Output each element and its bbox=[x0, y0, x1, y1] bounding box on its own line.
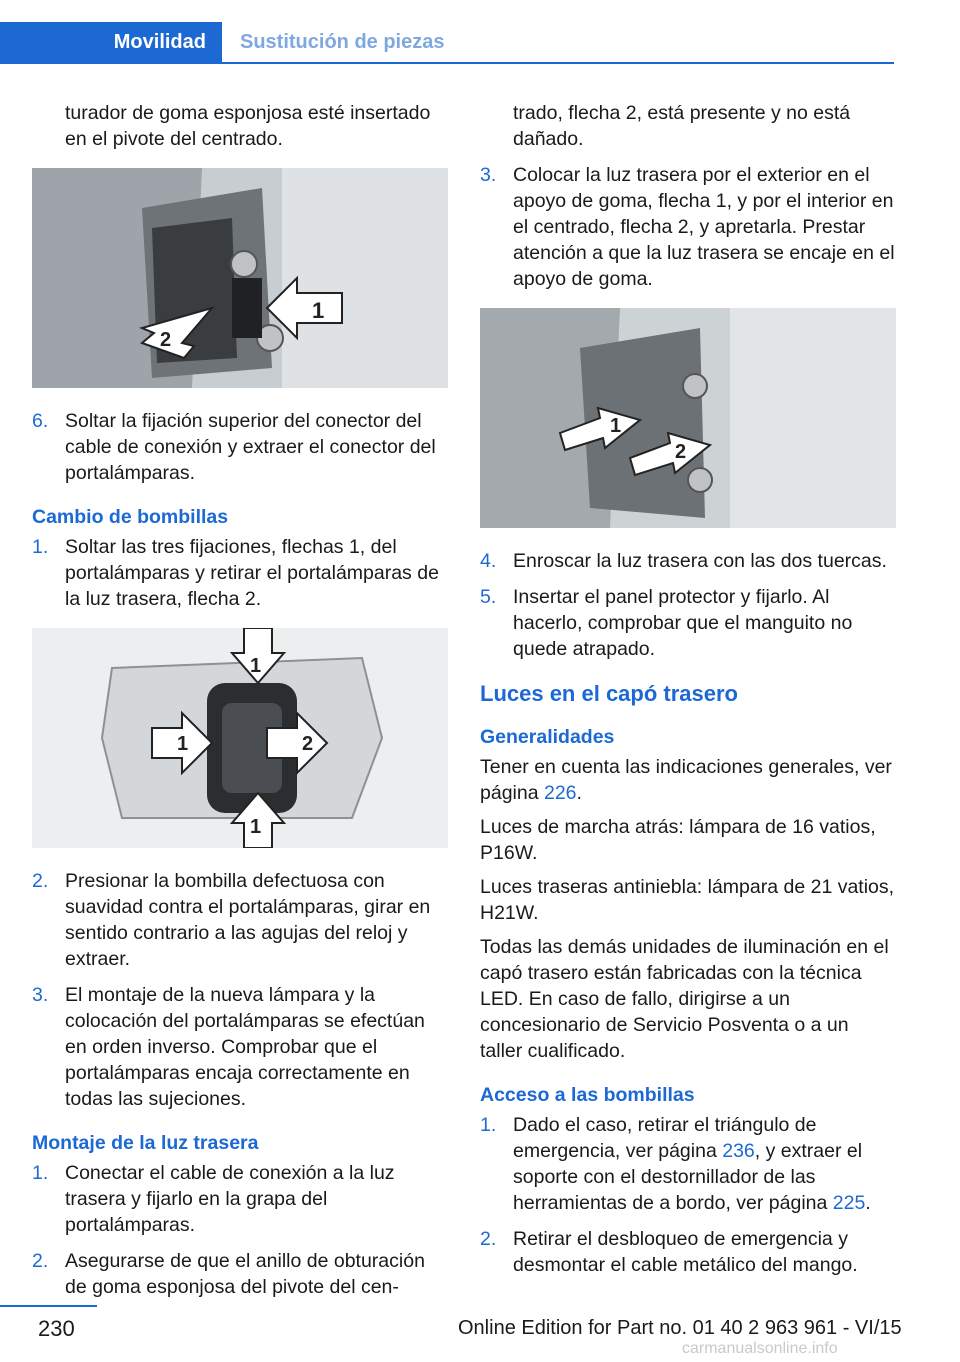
acceso-step-1 bbox=[480, 1112, 896, 1216]
montaje-step-2-text: Asegurarse de que el anillo de obturación de goma esponjosa del pivote del cen- bbox=[65, 1250, 425, 1298]
acceso-step-1-number: 1. bbox=[480, 1114, 497, 1136]
tab-movilidad[interactable] bbox=[0, 22, 222, 62]
right-column bbox=[480, 100, 896, 1288]
figure-bulb-holder bbox=[32, 628, 448, 848]
cambio-step-2-text: Presionar la bombilla defectuosa con suavidad contra el portalámparas, girar en sentido contrario a las agujas del reloj y extraer. bbox=[65, 870, 431, 970]
cambio-step-2-number: 2. bbox=[32, 870, 49, 892]
figure-taillight-mount bbox=[32, 168, 448, 388]
montaje-step-5 bbox=[480, 584, 896, 662]
step-6 bbox=[32, 408, 448, 486]
fig1-label-2: 2 bbox=[160, 329, 172, 351]
montaje-step-3-number: 3. bbox=[480, 164, 497, 186]
fig3-label-2: 2 bbox=[675, 441, 687, 463]
acceso-step-2-text: Retirar el desbloqueo de emergencia y desmontar el cable metálico del mango. bbox=[513, 1228, 858, 1276]
cambio-step-2 bbox=[32, 868, 448, 972]
heading-montaje: Montaje de la luz trasera bbox=[32, 1132, 259, 1154]
acceso-step-1-a: Dado el caso, retirar el triángulo de emergencia, ver página bbox=[513, 1114, 817, 1162]
heading-generalidades: Generalidades bbox=[480, 726, 615, 748]
montaje-step-4-text: Enroscar la luz trasera con las dos tuercas. bbox=[513, 550, 887, 572]
heading-acceso-bombillas: Acceso a las bombillas bbox=[480, 1084, 695, 1106]
acceso-step-1-b: , y extraer el soporte con el destornillador de las herramientas de a bordo, ver página bbox=[513, 1140, 863, 1214]
montaje-step-3 bbox=[480, 162, 896, 292]
continued-text: trado, flecha 2, está presente y no está dañado. bbox=[513, 102, 851, 150]
cambio-step-3-number: 3. bbox=[32, 984, 49, 1006]
montaje-step-5-number: 5. bbox=[480, 586, 497, 608]
page-number: 230 bbox=[38, 1316, 75, 1341]
fig2-label-top: 1 bbox=[250, 655, 262, 677]
montaje-step-2-number: 2. bbox=[32, 1250, 49, 1272]
tab-movilidad-label: Movilidad bbox=[113, 30, 206, 53]
cambio-step-1-text: Soltar las tres fijaciones, flechas 1, del portalámparas y retirar el portalámparas de la luz trasera, flecha 2. bbox=[65, 536, 439, 610]
fig2-label-right: 2 bbox=[302, 733, 314, 755]
fig2-label-left: 1 bbox=[177, 733, 189, 755]
antiniebla-text: Luces traseras antiniebla: lámpara de 21 vatios, H21W. bbox=[480, 876, 895, 924]
led-text: Todas las demás unidades de iluminación en el capó trasero están fabricadas con la técnica LED. En caso de fallo, dirigirse a un concesionario de Servicio Posventa o a un taller cualificado. bbox=[480, 936, 889, 1062]
general-text bbox=[480, 754, 896, 806]
cambio-step-3 bbox=[32, 982, 448, 1112]
montaje-step-1 bbox=[32, 1160, 448, 1238]
watermark: carmanualsonline.info bbox=[682, 1340, 838, 1357]
edition-line: Online Edition for Part no. 01 40 2 963 961 - VI/15 bbox=[458, 1317, 902, 1339]
montaje-step-2 bbox=[32, 1248, 448, 1300]
step-6-text: Soltar la fijación superior del conector del cable de conexión y extraer el conector del portalámparas. bbox=[65, 410, 436, 484]
fig1-label-1: 1 bbox=[312, 298, 325, 323]
cambio-step-3-text: El montaje de la nueva lámpara y la colocación del portalámparas se efectúan en orden inverso. Comprobar que el portalámparas encaja correctamente en todas las sujeciones. bbox=[65, 984, 425, 1110]
tab-sustitucion[interactable] bbox=[240, 22, 444, 62]
link-page-226[interactable]: 226 bbox=[543, 782, 577, 804]
cambio-step-1 bbox=[32, 534, 448, 612]
page-header bbox=[0, 22, 894, 64]
link-page-225[interactable]: 225 bbox=[832, 1192, 866, 1214]
heading-luces-capo: Luces en el capó trasero bbox=[480, 681, 738, 706]
step-6-number: 6. bbox=[32, 410, 49, 432]
cambio-step-1-number: 1. bbox=[32, 536, 49, 558]
montaje-step-3-text: Colocar la luz trasera por el exterior en el apoyo de goma, flecha 1, y por el interior en el centrado, flecha 2, y apretarla. Prestar atención a que la luz trasera se encaje en el apoyo de goma. bbox=[513, 164, 895, 290]
heading-cambio-bombillas: Cambio de bombillas bbox=[32, 506, 229, 528]
left-column bbox=[32, 100, 448, 1310]
acceso-step-1-text bbox=[513, 1112, 896, 1216]
montaje-step-4-number: 4. bbox=[480, 550, 497, 572]
fig3-label-1: 1 bbox=[610, 415, 622, 437]
fig2-label-bottom: 1 bbox=[250, 816, 262, 838]
general-text-b: . bbox=[576, 782, 582, 804]
link-page-236[interactable]: 236 bbox=[722, 1140, 755, 1162]
general-text-a: Tener en cuenta las indicaciones generales, ver página bbox=[480, 756, 892, 804]
montaje-step-1-text: Conectar el cable de conexión a la luz trasera y fijarlo en la grapa del portalámparas. bbox=[65, 1162, 395, 1236]
marcha-atras-text: Luces de marcha atrás: lámpara de 16 vatios, P16W. bbox=[480, 816, 876, 864]
footer-rule bbox=[0, 1305, 97, 1307]
tab-sustitucion-label: Sustitución de piezas bbox=[240, 31, 445, 53]
acceso-step-1-c: . bbox=[865, 1192, 871, 1214]
montaje-step-4 bbox=[480, 548, 896, 574]
montaje-step-1-number: 1. bbox=[32, 1162, 49, 1184]
acceso-step-2-number: 2. bbox=[480, 1228, 497, 1250]
figure-taillight-install bbox=[480, 308, 896, 528]
montaje-step-5-text: Insertar el panel protector y fijarlo. Al hacerlo, comprobar que el manguito no quede atrapado. bbox=[513, 586, 853, 660]
acceso-step-2 bbox=[480, 1226, 896, 1278]
intro-text: turador de goma esponjosa esté insertado en el pivote del centrado. bbox=[65, 102, 431, 150]
